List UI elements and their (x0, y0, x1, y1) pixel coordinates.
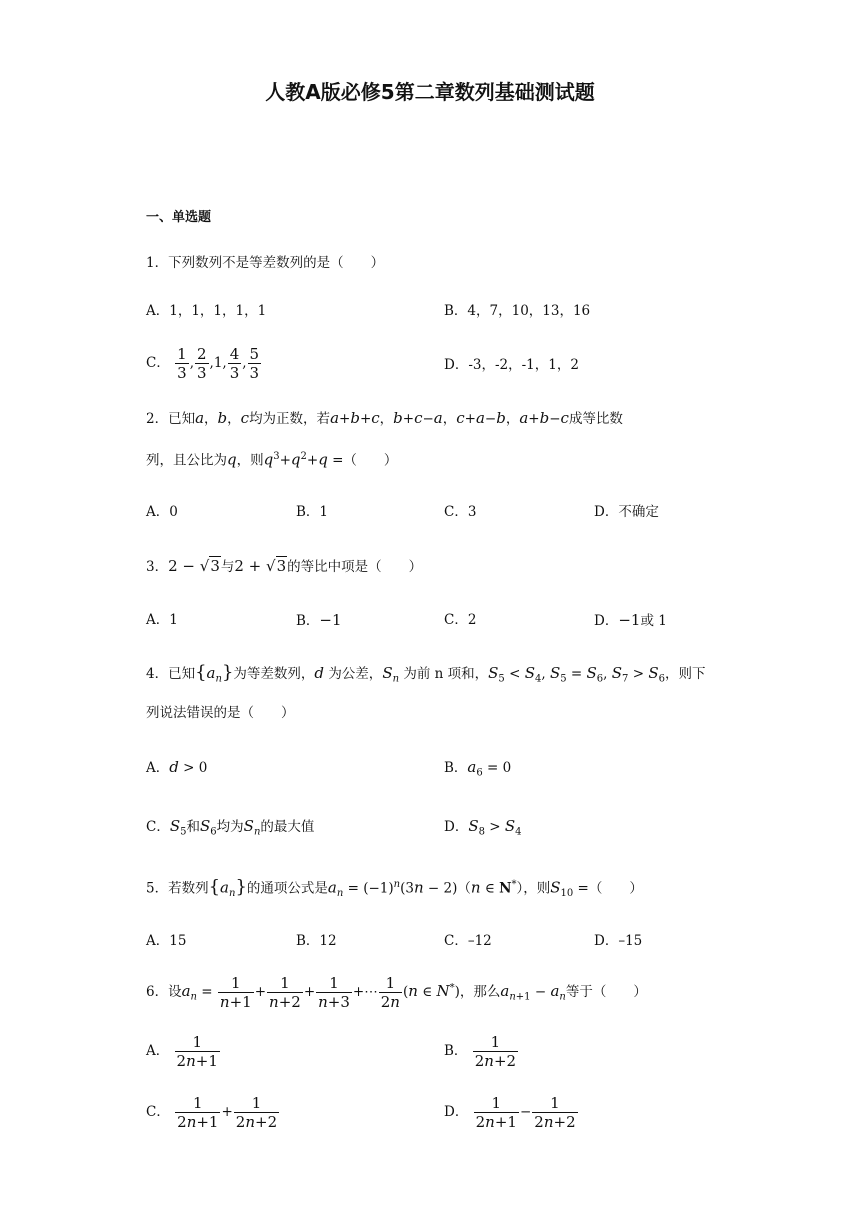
q1-option-c: C． $\frac{1}{3}$ , $\frac{2}{3}$ ,1, $\frac{4}{3}$ , $\frac{5}{3}$ (146, 345, 260, 382)
question-5-stem: 5．若数列$\{a_n\}$的通项公式是$a_n = (-1)^n(3n - 2)(n$ ∈ N*），则$S_{10}$ =（ ） (146, 876, 643, 900)
q5-option-b: B．12 (296, 933, 337, 949)
q6-option-c: C． $\frac{1}{2n+1}$ + $\frac{1}{2n+2}$ (146, 1094, 278, 1131)
q5-option-a: A．15 (146, 933, 187, 949)
q4-option-d: D．$S_8 > S_4$ (444, 817, 522, 838)
q2-option-b: B．1 (296, 504, 329, 520)
q5-option-c: C．–12 (444, 933, 492, 949)
q3-option-b: B．−1 (296, 611, 342, 629)
q3-option-a: A．1 (146, 612, 178, 628)
q1-option-d: D．-3，-2，-1，1，2 (444, 357, 579, 373)
q1-option-b: B．4，7，10，13，16 (444, 303, 591, 319)
q1-option-a: A．1，1，1，1，1 (146, 303, 267, 319)
q4-option-c: C．$S_5$和$S_6$均为$S_n$的最大值 (146, 817, 315, 838)
q6-option-a: A． $\frac{1}{2n+1}$ (146, 1033, 218, 1070)
page-title: 人教A版必修5第二章数列基础测试题 (265, 80, 595, 104)
q2-option-c: C．3 (444, 504, 477, 520)
q2-option-d: D．不确定 (594, 504, 659, 520)
q5-option-d: D．–15 (594, 933, 643, 949)
q4-option-a: A．d > 0 (146, 758, 208, 776)
section-heading: 一、单选题 (146, 210, 212, 225)
question-6-stem: 6．设$a_n$ = $\frac{1}{n+1}$ + $\frac{1}{n+2}$ + $\frac{1}{n+3}$ +⋯ $\frac{1}{2n}$ (n ∈ N*)，那么$a_{n+1} - a_n$等于（ ） (146, 974, 647, 1011)
question-1-stem: 1．下列数列不是等差数列的是（ ） (146, 255, 385, 271)
question-2-stem-line2: 列，且公比为q，则$q^3+q^2+q$ =（ ） (146, 450, 398, 469)
q2-option-a: A．0 (146, 504, 178, 520)
question-4-stem-line1: 4．已知$\{a_n\}$为等差数列，d 为公差，$S_n$ 为前 n 项和，$S_5 < S_4$, $S_5 = S_6$, $S_7 > S_6$，则下 (146, 662, 706, 685)
q4-option-b: B．$a_6 = 0$ (444, 758, 512, 779)
question-3-stem: 3．2 − √3与2 + √3的等比中项是（ ） (146, 557, 423, 575)
q6-option-d: D． $\frac{1}{2n+1}$ − $\frac{1}{2n+2}$ (444, 1094, 576, 1131)
q3-option-c: C．2 (444, 612, 477, 628)
q3-option-d: D．−1或 1 (594, 611, 667, 629)
question-2-stem-line1: 2．已知a，b，c均为正数，若a+b+c，b+c−a，c+a−b，a+b−c成等比数 (146, 409, 623, 427)
q6-option-b: B． $\frac{1}{2n+2}$ (444, 1033, 517, 1070)
question-4-stem-line2: 列说法错误的是（ ） (146, 705, 295, 721)
